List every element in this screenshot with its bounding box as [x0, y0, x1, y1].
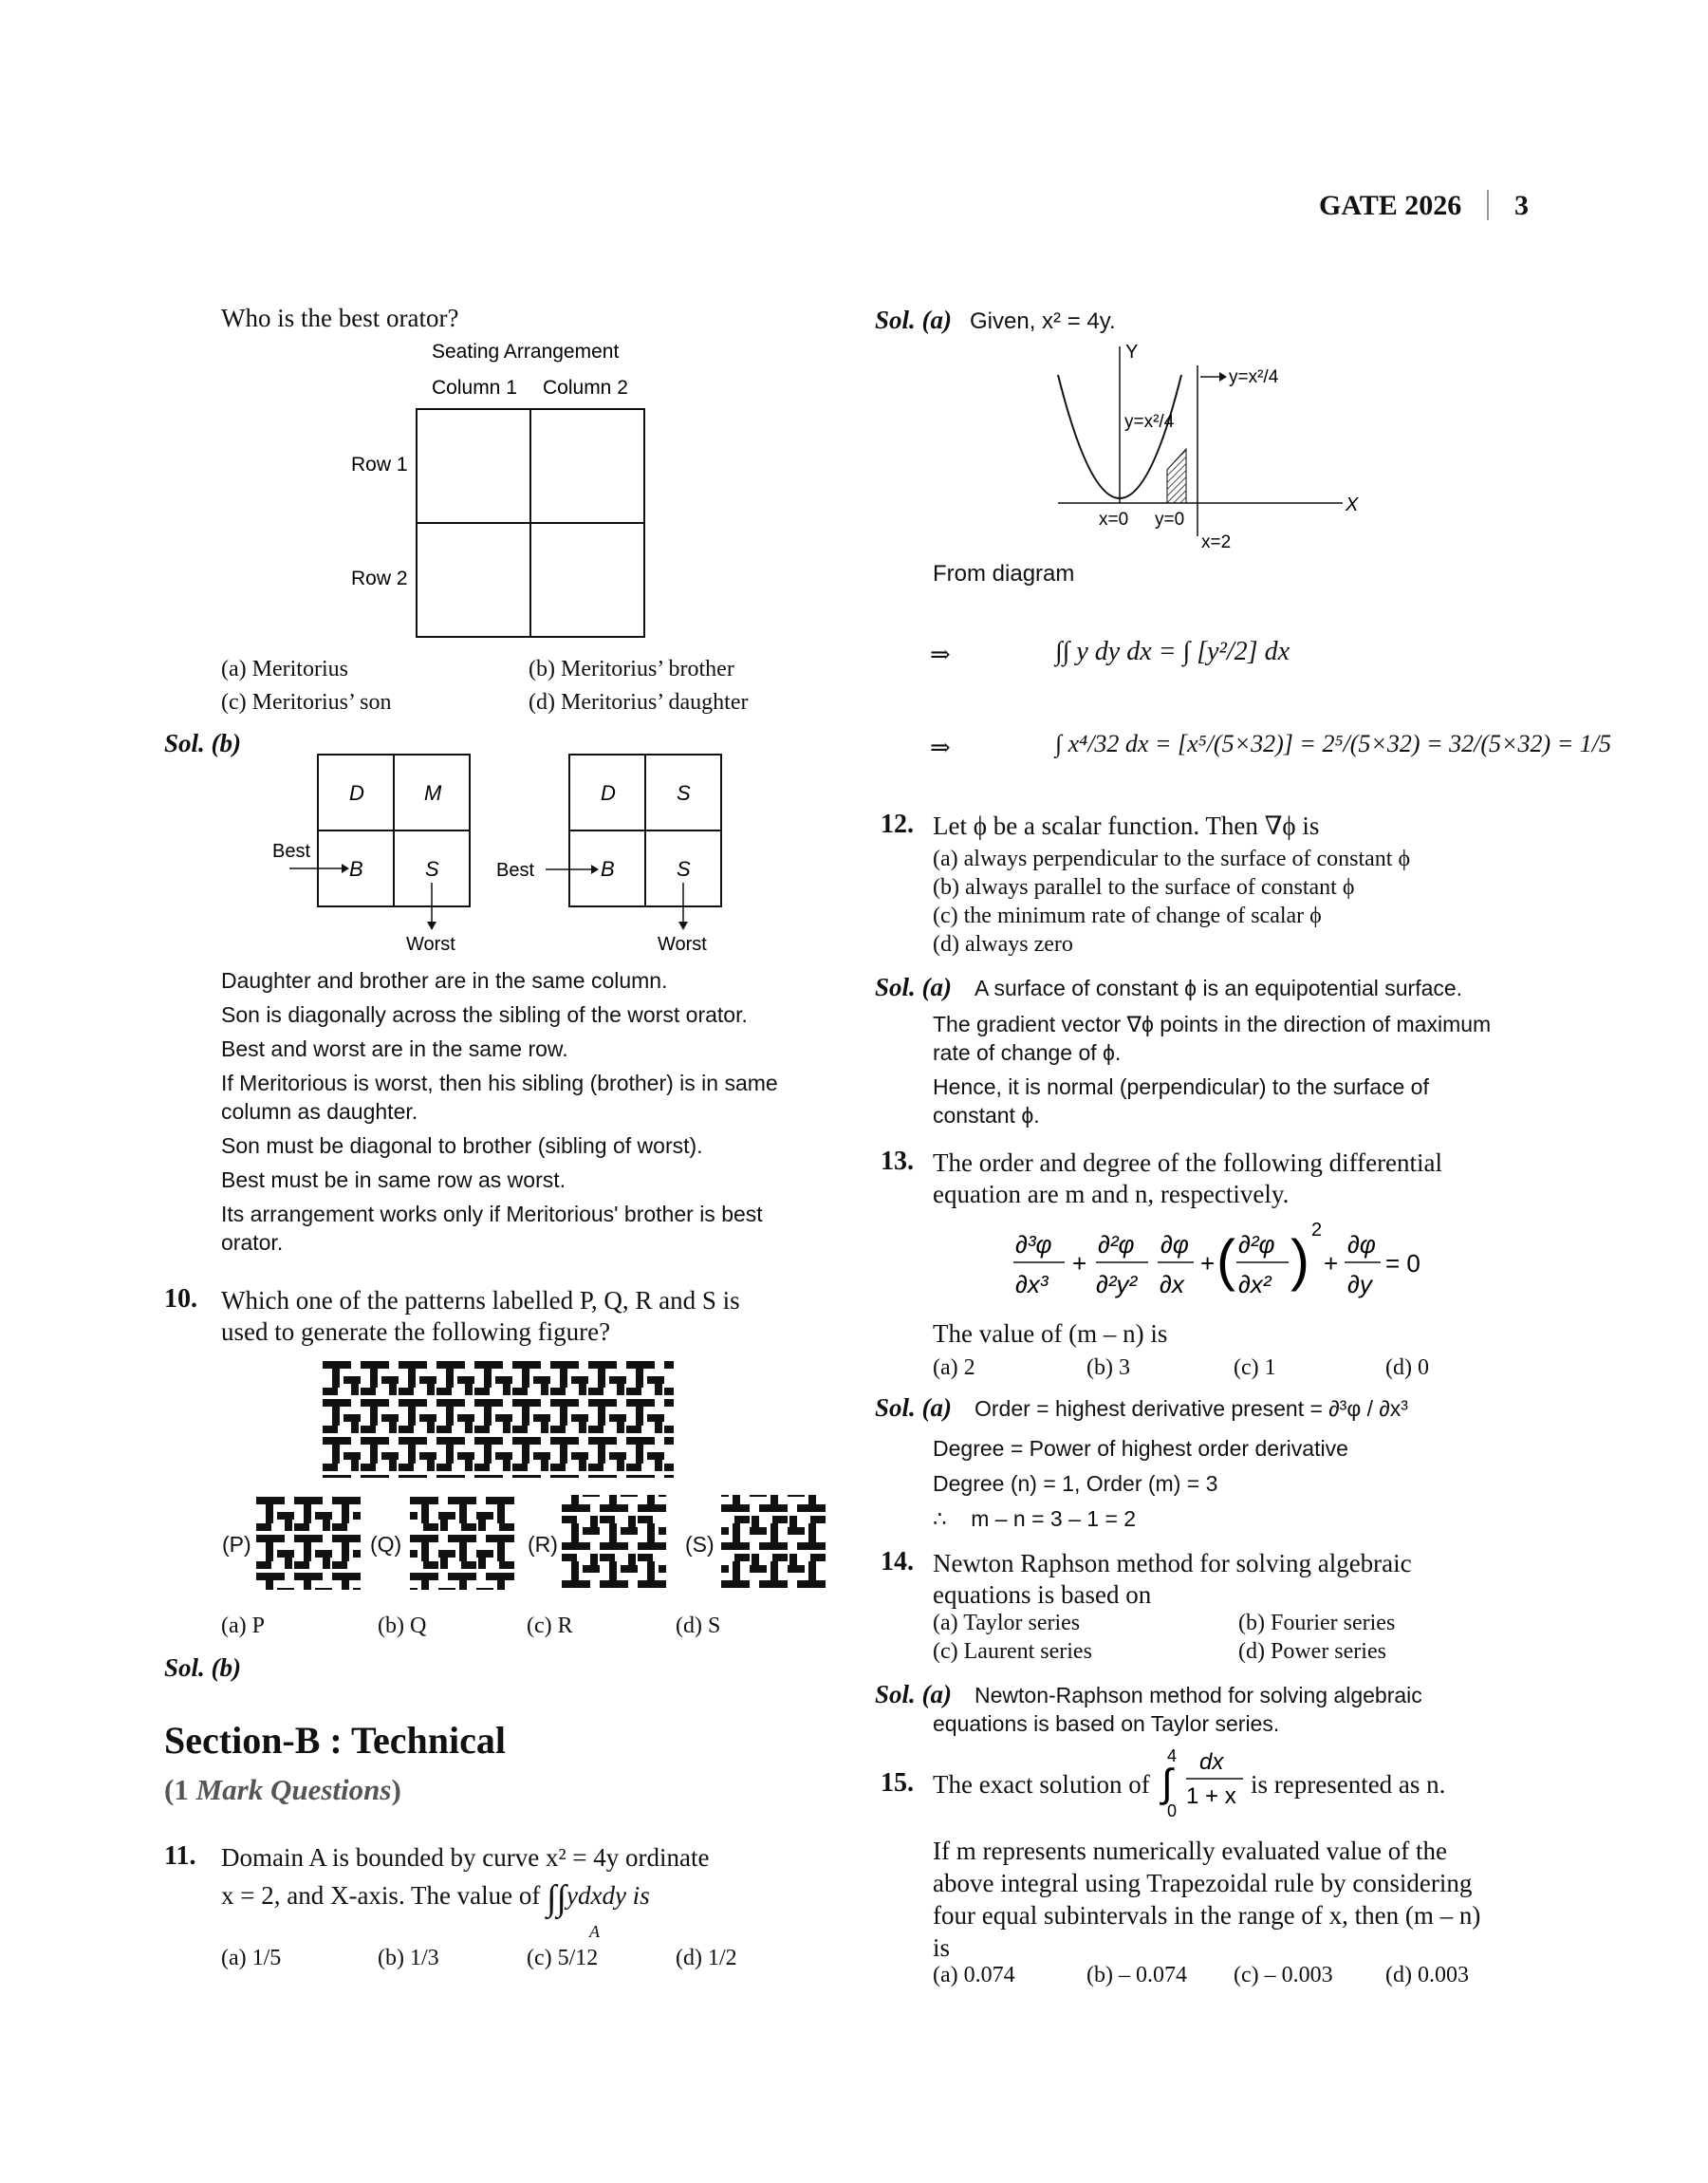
section-subtitle: (1 Mark Questions) — [164, 1773, 401, 1806]
q9-explain-line: Daughter and brother are in the same column. — [221, 968, 668, 993]
svg-text:2: 2 — [1311, 1220, 1323, 1241]
q14-number: 14. — [881, 1547, 914, 1577]
q11-option-a: (a) 1/5 — [221, 1946, 282, 1970]
graph-curve-label-right: y=x²/4 — [1229, 367, 1279, 387]
q14-line1: Newton Raphson method for solving algebraic — [933, 1549, 1412, 1577]
svg-text:∂²φ: ∂²φ — [1238, 1230, 1275, 1259]
q9-explain-line: orator. — [221, 1230, 284, 1255]
q10-option-b: (b) Q — [378, 1614, 427, 1638]
svg-text:∂φ: ∂φ — [1347, 1230, 1376, 1259]
q11-line2: x = 2, and X-axis. The value of ∫∫ydxdy is — [221, 1878, 650, 1918]
q10-label-s: (S) — [685, 1532, 715, 1557]
q13-line2: equation are m and n, respectively. — [933, 1180, 1290, 1208]
q13-sol: Sol. (a) — [875, 1393, 952, 1422]
svg-text:∂³φ: ∂³φ — [1015, 1230, 1052, 1259]
q11-option-c: (c) 5/12 — [527, 1946, 599, 1970]
q9-explain-line: column as daughter. — [221, 1099, 418, 1124]
q12-option-c: (c) the minimum rate of change of scalar ϕ — [933, 904, 1322, 928]
q11-option-b: (b) 1/3 — [378, 1946, 439, 1970]
q15-option-c: (c) – 0.003 — [1234, 1963, 1333, 1987]
q14-sol: Sol. (a) — [875, 1680, 952, 1708]
q12-option-b: (b) always parallel to the surface of constant ϕ — [933, 875, 1355, 900]
q13-line1: The order and degree of the following differential — [933, 1148, 1443, 1177]
sol11-eq2: ∫ x⁴/32 dx = [x⁵/(5×32)] = 2⁵/(5×32) = 32/(5×32) = 1/5 — [1055, 730, 1611, 757]
q13-explanation — [933, 1434, 1540, 1533]
q13-option-b: (b) 3 — [1086, 1355, 1130, 1380]
q15-pre: The exact solution of — [933, 1770, 1150, 1799]
sol11-arrow-2: ⇒ — [930, 734, 951, 761]
q10-option-c: (c) R — [527, 1614, 573, 1638]
sol11-arrow-1: ⇒ — [930, 641, 951, 668]
q10-label-p: (P) — [222, 1532, 251, 1557]
q10-main-figure — [323, 1359, 674, 1478]
q13-value: The value of (m – n) is — [933, 1319, 1168, 1348]
q14-option-b: (b) Fourier series — [1238, 1611, 1396, 1635]
q10-line1: Which one of the patterns labelled P, Q, R and S is — [221, 1286, 740, 1315]
header-divider — [1487, 190, 1489, 220]
seating-col1: Column 1 — [432, 377, 517, 399]
sol11-label: Sol. (a) — [875, 306, 952, 334]
svg-text:∫: ∫ — [1161, 1761, 1173, 1805]
q10-line2: used to generate the following figure? — [221, 1317, 611, 1346]
grid2-tl: D — [601, 781, 616, 805]
graph-x0: x=0 — [1099, 510, 1129, 530]
q15-body — [933, 1835, 1540, 1964]
q15-option-b: (b) – 0.074 — [1086, 1963, 1187, 1987]
q14-option-d: (d) Power series — [1238, 1639, 1386, 1664]
svg-text:∂y: ∂y — [1347, 1270, 1372, 1298]
q15-post: is represented as n. — [1251, 1770, 1446, 1799]
sol11-graph — [1044, 337, 1385, 555]
q9-explain-line: Son must be diagonal to brother (sibling of worst). — [221, 1133, 703, 1158]
q13-option-d: (d) 0 — [1385, 1355, 1429, 1380]
graph-curve-label-left: y=x²/4 — [1124, 412, 1175, 432]
svg-text:0: 0 — [1167, 1801, 1178, 1820]
svg-text:∂²y²: ∂²y² — [1096, 1270, 1138, 1298]
q12-explain-line: The gradient vector ∇ϕ points in the direction of maximum — [933, 1012, 1492, 1036]
sol11-from: From diagram — [933, 561, 1075, 587]
q15-option-a: (a) 0.074 — [933, 1963, 1015, 1987]
q9-option-b: (b) Meritorius’ brother — [529, 657, 734, 681]
pattern-p-figure — [256, 1495, 361, 1590]
q12-number: 12. — [881, 810, 914, 839]
page-number: 3 — [1514, 190, 1529, 221]
q9-option-d: (d) Meritorius’ daughter — [529, 690, 749, 715]
svg-text:= 0: = 0 — [1385, 1249, 1420, 1278]
q15-integral — [1160, 1745, 1245, 1820]
svg-text:+: + — [1072, 1249, 1087, 1278]
seating-row2: Row 2 — [351, 568, 408, 589]
q10-label-q: (Q) — [370, 1532, 402, 1557]
seating-col2: Column 2 — [543, 377, 628, 399]
grid1-tr: M — [424, 781, 442, 805]
svg-text:∂φ: ∂φ — [1160, 1230, 1189, 1259]
grid1-worst: Worst — [406, 934, 455, 955]
grid2-worst: Worst — [658, 934, 707, 955]
graph-y0: y=0 — [1155, 510, 1185, 530]
q13-explain-line: Degree (n) = 1, Order (m) = 3 — [933, 1471, 1218, 1496]
q12-line1: Let ϕ be a scalar function. Then ∇ϕ is — [933, 812, 1320, 840]
q12-explain-line: Hence, it is normal (perpendicular) to the surface of — [933, 1074, 1429, 1099]
grid1-best: Best — [272, 841, 311, 862]
graph-x-label: X — [1346, 494, 1359, 515]
q13-explain-line: ∴ m – n = 3 – 1 = 2 — [933, 1506, 1137, 1531]
svg-text:∂x²: ∂x² — [1238, 1270, 1272, 1298]
q9-solution-grids — [270, 750, 726, 959]
q9-explain-line: Best and worst are in the same row. — [221, 1036, 568, 1061]
q12-option-d: (d) always zero — [933, 932, 1073, 957]
seating-row1: Row 1 — [351, 454, 408, 476]
q15-number: 15. — [881, 1768, 914, 1798]
q14-sol-text: Newton-Raphson method for solving algebraic — [975, 1683, 1422, 1707]
q11-domain-sub: A — [589, 1922, 600, 1941]
svg-text:+: + — [1324, 1249, 1339, 1278]
q9-option-c: (c) Meritorius’ son — [221, 690, 392, 715]
q13-option-a: (a) 2 — [933, 1355, 975, 1380]
q12-explanation — [933, 1010, 1540, 1129]
seating-diagram — [342, 337, 664, 641]
q11-number: 11. — [164, 1841, 196, 1871]
q10-option-d: (d) S — [676, 1614, 721, 1638]
grid2-best: Best — [496, 860, 535, 881]
svg-text:(: ( — [1216, 1228, 1235, 1292]
q14-option-a: (a) Taylor series — [933, 1611, 1081, 1635]
svg-text:dx: dx — [1199, 1749, 1224, 1775]
q13-number: 13. — [881, 1147, 914, 1176]
q9-option-a: (a) Meritorius — [221, 657, 348, 681]
grid2-br: S — [677, 857, 691, 881]
sol11-given: Given, x² = 4y. — [970, 308, 1116, 334]
q15-line: If m represents numerically evaluated value of the — [933, 1837, 1448, 1865]
q14-line2: equations is based on — [933, 1580, 1152, 1609]
q15-line: above integral using Trapezoidal rule by considering — [933, 1869, 1473, 1897]
pattern-q-figure — [410, 1495, 514, 1590]
svg-text:): ) — [1290, 1228, 1309, 1292]
q15-option-d: (d) 0.003 — [1385, 1963, 1469, 1987]
q12-explain-line: rate of change of ϕ. — [933, 1040, 1122, 1065]
seating-title: Seating Arrangement — [432, 341, 620, 363]
q11-line1: Domain A is bounded by curve x² = 4y ordinate — [221, 1843, 710, 1872]
svg-text:∂x³: ∂x³ — [1015, 1270, 1049, 1298]
q12-sol-text: A surface of constant ϕ is an equipotential surface. — [975, 976, 1463, 1000]
q10-label-r: (R) — [528, 1532, 558, 1557]
q12-explain-line: constant ϕ. — [933, 1103, 1040, 1128]
q14-sol-text2: equations is based on Taylor series. — [933, 1711, 1280, 1736]
svg-text:∂x: ∂x — [1160, 1270, 1184, 1298]
sol11-eq1: ∫∫ y dy dx = ∫ [y²/2] dx — [1055, 637, 1290, 666]
q9-explain-line: Son is diagonally across the sibling of the worst orator. — [221, 1002, 748, 1027]
q13-explain-line: Degree = Power of highest order derivative — [933, 1436, 1348, 1461]
q15-line: is — [933, 1933, 951, 1962]
q14-option-c: (c) Laurent series — [933, 1639, 1092, 1664]
pattern-s-figure — [721, 1495, 826, 1590]
svg-text:+: + — [1200, 1249, 1216, 1278]
q9-explain-line: Best must be in same row as worst. — [221, 1167, 566, 1192]
q11-option-d: (d) 1/2 — [676, 1946, 737, 1970]
grid2-bl: B — [601, 857, 615, 881]
q10-number: 10. — [164, 1284, 197, 1314]
q9-explanation — [221, 966, 809, 1257]
q9-sol: Sol. (b) — [164, 729, 241, 757]
graph-x2: x=2 — [1201, 532, 1232, 552]
q12-sol: Sol. (a) — [875, 973, 952, 1001]
grid2-tr: S — [677, 781, 691, 805]
svg-text:1 + x: 1 + x — [1186, 1783, 1236, 1809]
q9-explain-line: If Meritorious is worst, then his sibling (brother) is in same — [221, 1071, 778, 1095]
svg-text:4: 4 — [1167, 1746, 1178, 1765]
q13-sol-text: Order = highest derivative present = ∂³φ / ∂x³ — [975, 1396, 1408, 1421]
grid1-tl: D — [349, 781, 364, 805]
q15-line: four equal subintervals in the range of x, then (m – n) — [933, 1901, 1481, 1930]
pattern-r-figure — [562, 1495, 666, 1590]
grid1-bl: B — [349, 857, 363, 881]
q12-option-a: (a) always perpendicular to the surface of constant ϕ — [933, 847, 1411, 871]
graph-y-label: Y — [1125, 342, 1139, 363]
svg-text:∂²φ: ∂²φ — [1098, 1230, 1135, 1259]
q10-sol: Sol. (b) — [164, 1653, 241, 1682]
grid1-br: S — [425, 857, 439, 881]
q13-option-c: (c) 1 — [1234, 1355, 1276, 1380]
section-title: Section-B : Technical — [164, 1719, 507, 1762]
q10-option-a: (a) P — [221, 1614, 265, 1638]
page-header-title: GATE 2026 — [1319, 190, 1462, 221]
q13-equation — [1006, 1215, 1423, 1310]
q9-explain-line: Its arrangement works only if Meritorious' brother is best — [221, 1202, 763, 1226]
q9-question: Who is the best orator? — [221, 304, 459, 332]
